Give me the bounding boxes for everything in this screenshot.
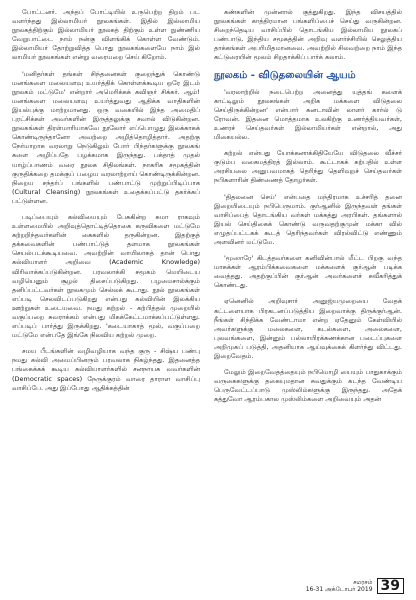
page-footer xyxy=(306,578,404,594)
paragraph: போட்டனர். அந்தப் போட்டியில் உருபெற்ற திறம் பட வளர்ந்தது இல்லாமியர் நூலகங்கள். இதில் இல்லாமிய நூலகத்திற்கும் இல்லாமியர் நூலகத் திற்கும் உள்ள நுண்ணிய வேறுபாட்டை நாம் நன்கு விளங்கிக் கொள்ள வேண்டும். இல்லாமியர் தோற்றுவித்த பொது நூலகங்களையே நாம் இல் லாமியர் நூலகங்கள் என்று வரையறை செய் கிறோம். xyxy=(12,8,200,62)
paragraph: 'வரலாற்றில் நடைபெற்ற அனைத்து யுத்தங் களைக் காட்டிலும் நூலகங்கள் அறிக மக்களை விடுதலை செய்திருக்கின்றன' என்பார் கனடாவின் லாளர் கார்ல் டு ரோவன். இதனை மொத்தமாக உலகிற்கு உணர்த்தியவர்கள், உணரச் செய்தவர்கள் இல்லாமியர்கள் என்றால், அது மிகையல்ல. xyxy=(214,87,402,142)
issue-date: 16-31 அக்டோபர் 2019 xyxy=(305,586,373,593)
paragraph: படிப்பையும் கல்வியையும் பேசுகின்ற சுமா ராகவும் உள்ளமையில் அறிவுத்தொட்டித்தொகை கருவிகளை மட்டுமே கற்றறிந்தவர்களின் கைகளில் தருகின்றன. இதற்குத் தக்கவைகளின் பண்பாட்டுத் தளமாக நூலகங்கள் செயல்படக்கூடியவை. அவற்றின் வாயிலாகத் தான் பொது கல்வியாளர் அறிவை (Academic Knowledge) விரிவாக்கப்படுகின்றன. பரவலாக்கி சமூகம் மெயிடைய வழியெனும் சூழல் திசைப்படுகிறது. பழமைசால்க்கும் தனிப்பட்டவர்கள் நூலகமும் செல்லக் கூடாது. நூல் நூலகங்கள் எப்படி செலவிடப்படுகிறது என்பது கல்வியின் இலக்கிய ஊற்றுகள் உடையவை. நமது கற்றல் - கற்பித்தல் முறையில் வகுப்பறை சுவராக்கம் என்பது மிகக்கேட்டமாக்கப்பட்டுள்ளது. எப்படிப் பார்த்து இருக்கிறது. 'கடையாகாத் மூல், வகுப்பறை மட்டுமே என்பதே இங்கே நிலவிய கற்றல் முறை. xyxy=(12,212,200,340)
paragraph: 'திதலனை செய்' என்பதை மந்திரமாக உச்சரித் தனை இறையிடையும் நபிபெருமாம். குர்ஆனில் இருந்தவள் தங்கள் வாசிப்பைத் தொடங்கிய வர்கள் மக்கத்து அரபிகள். தங்களால் இயல் செய்திகைக் கொண்டு வருவதற்குமுன் மக்கா வில் எழுதப்பட்டகக் கூடத் தெரிந்தவர்கள் விரல்விட்டு எண்ணும் அளவினர் மட்டுமே. xyxy=(214,192,402,246)
paragraph: கண்களின் முன்னால் குத்துகிறது. இந்த விசயத்தில் நூலகங்கள் காத்திரமான பங்களிப்பைச் செய்து வருகின்றன. சிறைந்தெடிய வாசிப்பில் தொடங்கிய இல்லாமிய நூலகப் பண்பாடு, இந்திய சமூகத்தின் அறிவு வளர்ச்சியில் செலுத்திய தாக்கங்கள் அபரிமிதமானவை. அவற்றில் சிலவற்றை நாம் இந்த கட்டுரையின் மூலம் சிறதாக்கிப் பார்க் கலாம். xyxy=(214,8,402,62)
right-column xyxy=(214,8,402,411)
magazine-name: சமரசம் xyxy=(353,578,373,586)
page-number: 39 xyxy=(377,578,404,594)
paragraph: கற்றல் என்பது யோக்கனாக்கிதியேயே விடுதலை வீச்சர் குடும்ப வகைமத்திரத் இல்லாம். கூட்டாகக் கற்பதில் உள்ள அரசியலை அனுபவமாகத் தெரிந்து தெளிவுறச் செய்தவர்கள் நபிகளாரின் திண்ணைத் தோழர்கள். xyxy=(214,149,402,185)
paragraph: 'மூஸாரே' கிடத்தவர்களை கனிவின்பால் மீட்ட பிறகு வந்த மாசுக்கள் ஆரம்பிக்கவைகளை மக்களைக் குர்ஆன் படிக்க வைத்தது. அதற்குப்பின் குர்ஆன் அவர்களைச் சுவீகரித்துக் கொண்டது. xyxy=(214,254,402,290)
paragraph: ஏனெனில் அறிவுசார் அனுஜ்யமுறையை வேதக் கட்டளையாக பிரகடனப்படுத்திய இறைவாக்கு திருக்குர்ஆன். நீங்கள் சிந்திக்க வேண்டாமா என்ற ஏதேனும் கேள்வியில் அவர்களுக்கு மலைகளை, கடல்களை, அலைகளை, புலவங்களை, இன்னும் பல்லாயிரக்கணக்கான படைப்புகளை அறிமுகப் படுத்தி, அதனியாக ஆய்வுக்கைக் கிளர்ந்து விட்டது. இறைவேதம். xyxy=(214,297,402,360)
paragraph: மேலும் இறைவேதத்தையும் நபிமொழி யையும் பாதுகாக்கும் வருகைகளுக்கு தகையுமதான சுவதுக்கும் கடந்த வேண்டிய பெருவேட்டப்பாடு முஸ்லிம்களுக்கு இருந்தது. அதேக் கத்துவோ ஆரம்பகால முஸ்லிம்களை அறிவையும் அதன் xyxy=(214,368,402,404)
paragraph: சமய பீடங்களின் வழிவழியாக வந்த குரு - சிஷ்ய பண்பு நமது கல்வி அமைப்பினரும் பரவலாக நிகழ்ந்தது. இதனைத்த பங்கைக்கக் கூடிய கல்வியாளர்களில் சனநாயக வவர்களின் (Democratic spaces) நேருக்குரம் வாரை தாராள வாசிப்பு வாசிப்பே. அது இப்போது ஆதிக்கத்தின் xyxy=(12,347,200,392)
paragraph: 'மனிதர்கள் தங்கள் சிந்தனைகள் குறைந்துக் கொண்டு மனங்களை மலையளவு உயர்த்திக் கொள்ளக்கூடிய ஒரே இடம் நூலகம் மட்டுமே' என்றார் அமெரிக்கக் கவிஞர் சிக்கர். ஆம்! மனங்களை மலையளவு உயர்த்துவது ஆதிக்க வாதிகளின் இயல்புக்கு மாற்றமானது. ஒரு வகையில் இந்த அமைதிப் புரட்சிக்கள் அவர்களின் இருத்தலுக்கு சவால் விடுகின்றன. நூலகங்கள் திரள்மாரியாகவே நூலோர் எப்பொழுது இலக்காகக் கொண்டிருந்தானோ அவற்றை அழித்தொழித்தார். அதற்கு நேர்மாறாக வரலாறு நெடுகிலும் போர் பிந்தர்களுக்கு நூலகங் களை அழிப்பதே பழக்கமாக இருந்தது. பக்தாத் முதல் யாழ்ப்பாணம் வரை நூலக சிதிலங்கள். நாகரிக சமூகத்தின் குருதிக்கறை தமக்குப் பழைய வரலாற்றாய் கொண்டிருக்கின்றன. நிறைய சந்தர்ப் பங்களில் பண்பாட்டு முற்றுப்பிடிப்பாக (Cultural Cleansing) நூலகங்கள் உதைக்கப்பட்டு தகர்க்கப் பட்டுள்ளன. xyxy=(12,69,200,205)
left-column xyxy=(12,8,200,400)
section-heading: நூலகம் - விடுதலையின் ஆயம் xyxy=(214,69,356,81)
footer-info xyxy=(306,579,373,594)
